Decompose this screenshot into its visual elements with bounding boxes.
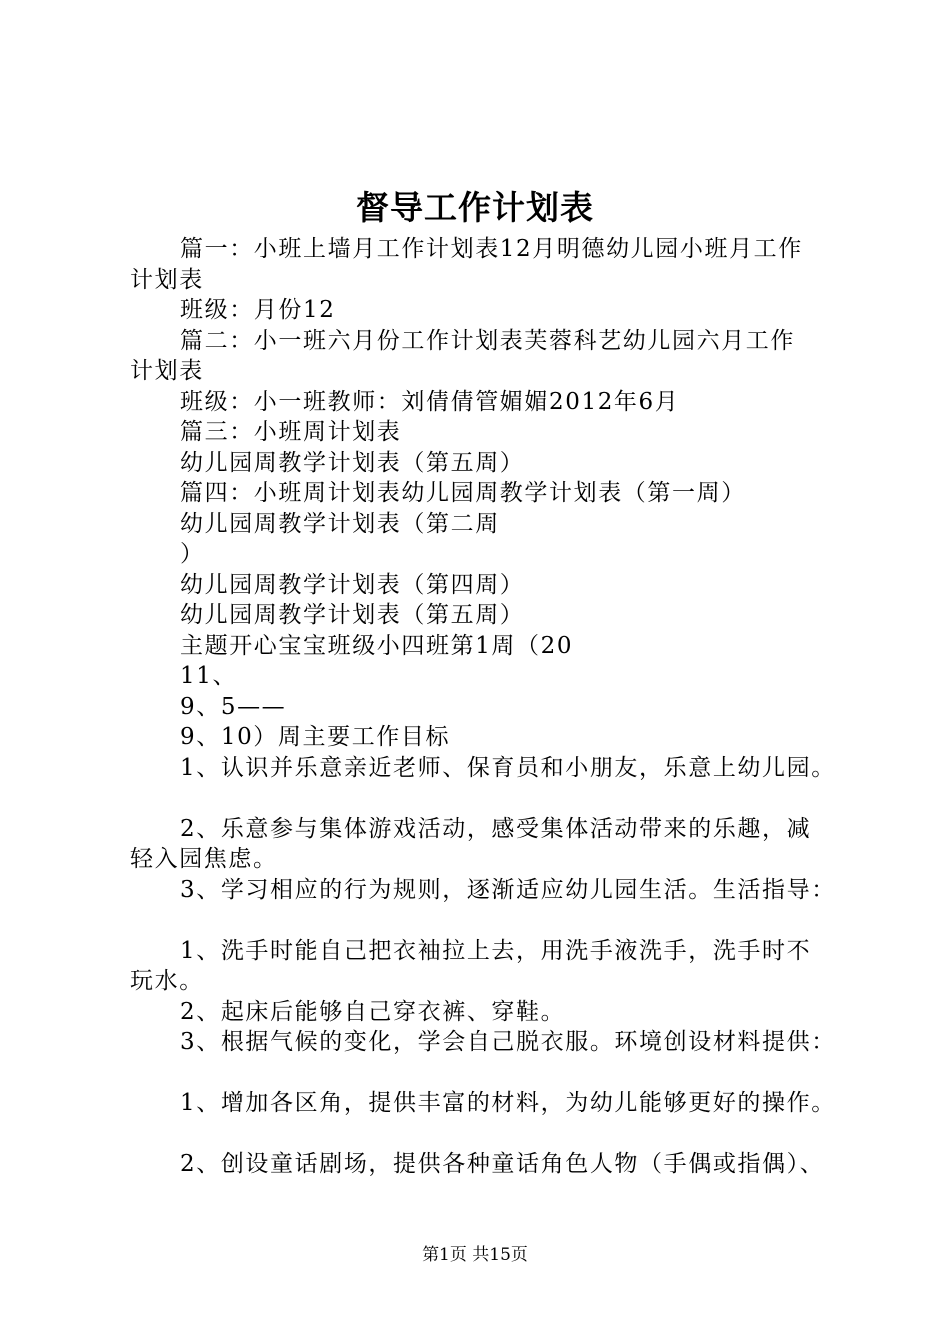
text-line: 幼儿园周教学计划表（第四周） (180, 571, 525, 598)
text-line: 2、起床后能够自己穿衣裤、穿鞋。 (180, 998, 566, 1025)
text-line: 1、增加各区角，提供丰富的材料，为幼儿能够更好的操作。 (180, 1090, 836, 1116)
text-line: 篇二：小一班六月份工作计划表芙蓉科艺幼儿园六月工作 (180, 327, 795, 354)
blank-line (130, 905, 850, 936)
text-line: ） (180, 541, 205, 567)
text-line: 3、学习相应的行为规则，逐渐适应幼儿园生活。生活指导： (180, 876, 836, 903)
text-line: 玩水。 (130, 968, 204, 994)
text-line: 1、认识并乐意亲近老师、保育员和小朋友，乐意上幼儿园。 (180, 754, 836, 781)
blank-line (130, 783, 850, 814)
text-line: 11、 (180, 663, 238, 689)
text-line: 班级：小一班教师：刘倩倩管媚媚2012年6月 (180, 388, 680, 415)
text-line: 计划表 (130, 266, 204, 293)
blank-line (130, 1058, 850, 1089)
text-line: 9、5—— (180, 693, 287, 720)
text-line: 篇一：小班上墙月工作计划表12月明德幼儿园小班月工作 (180, 236, 803, 262)
text-line: 2、创设童话剧场，提供各种童话角色人物（手偶或指偶）、 (180, 1151, 825, 1177)
text-line: 幼儿园周教学计划表（第五周） (180, 602, 525, 628)
text-line: 班级：月份12 (180, 297, 336, 323)
text-line: 主题开心宝宝班级小四班第1周（20 (180, 632, 574, 659)
document-title: 督导工作计划表 (356, 188, 594, 227)
text-line: 篇三：小班周计划表 (180, 419, 402, 445)
page-footer: 第1页 共15页 (422, 1245, 528, 1265)
text-line: 计划表 (130, 358, 204, 384)
text-line: 3、根据气候的变化，学会自己脱衣服。环境创设材料提供： (180, 1029, 836, 1055)
text-line: 1、洗手时能自己把衣袖拉上去，用洗手液洗手，洗手时不 (180, 937, 812, 964)
text-line: 幼儿园周教学计划表（第二周 (180, 510, 500, 537)
text-line: 9、10）周主要工作目标 (180, 724, 451, 750)
text-line: 幼儿园周教学计划表（第五周） (180, 449, 525, 476)
blank-line (130, 1119, 850, 1150)
text-line: 2、乐意参与集体游戏活动，感受集体活动带来的乐趣，减 (180, 815, 812, 842)
text-line: 篇四：小班周计划表幼儿园周教学计划表（第一周） (180, 480, 746, 506)
text-line: 轻入园焦虑。 (130, 846, 278, 872)
document-body (130, 234, 850, 1180)
